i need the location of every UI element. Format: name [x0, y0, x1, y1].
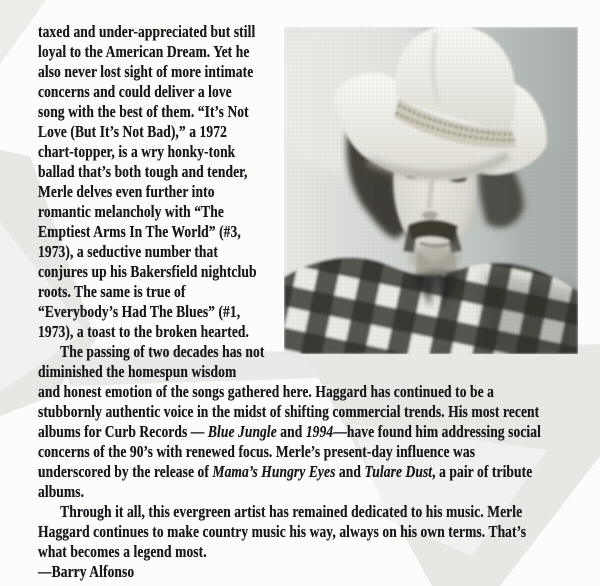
text-line: 1973), a seductive number that: [38, 242, 218, 261]
text-line: Haggard continues to make country music his way, always on his own terms. That’s: [38, 522, 527, 541]
text-line: underscored by the release of Mama’s Hungry Eyes and Tulare Dust, a pair of tribute: [38, 462, 533, 481]
text-line: what becomes a legend most.: [38, 542, 207, 561]
text-line: chart-topper, is a wry honky-tonk: [38, 142, 236, 161]
text-line: Love (But It’s Not Bad),” a 1972: [38, 122, 227, 141]
text-line: 1973), a toast to the broken hearted.: [38, 322, 249, 341]
text-line: The passing of two decades has not: [60, 342, 265, 361]
text-line: ballad that’s both tough and tender,: [38, 162, 248, 181]
text-line: song with the best of them. “It’s Not: [38, 102, 249, 121]
text-line: —Barry Alfonso: [38, 562, 135, 581]
text-line: albums for Curb Records — Blue Jungle and 1994—have found him addressing social: [38, 422, 541, 441]
text-line: and honest emotion of the songs gathered here. Haggard has continued to be a: [38, 382, 495, 401]
text-line: Merle delves even further into: [38, 182, 215, 201]
liner-notes-text: [38, 22, 541, 582]
text-line: taxed and under-appreciated but still: [38, 22, 256, 41]
text-line: conjures up his Bakersfield nightclub: [38, 262, 257, 281]
text-line: diminished the homespun wisdom: [38, 362, 237, 381]
text-line: concerns of the 90’s with renewed focus. Merle’s present-day influence was: [38, 442, 476, 461]
text-line: also never lost sight of more intimate: [38, 62, 254, 81]
text-line: Through it all, this evergreen artist has remained dedicated to his music. Merle: [60, 502, 523, 521]
text-line: concerns and could deliver a love: [38, 82, 232, 101]
text-line: stubbornly authentic voice in the midst of shifting commercial trends. His most recent: [38, 402, 540, 421]
text-line: roots. The same is true of: [38, 282, 186, 301]
text-line: albums.: [38, 482, 85, 501]
text-line: romantic melancholy with “The: [38, 202, 224, 221]
text-line: loyal to the American Dream. Yet he: [38, 42, 250, 61]
text-line: “Everybody’s Had The Blues” (#1,: [38, 302, 241, 321]
text-line: Emptiest Arms In The World” (#3,: [38, 222, 241, 241]
